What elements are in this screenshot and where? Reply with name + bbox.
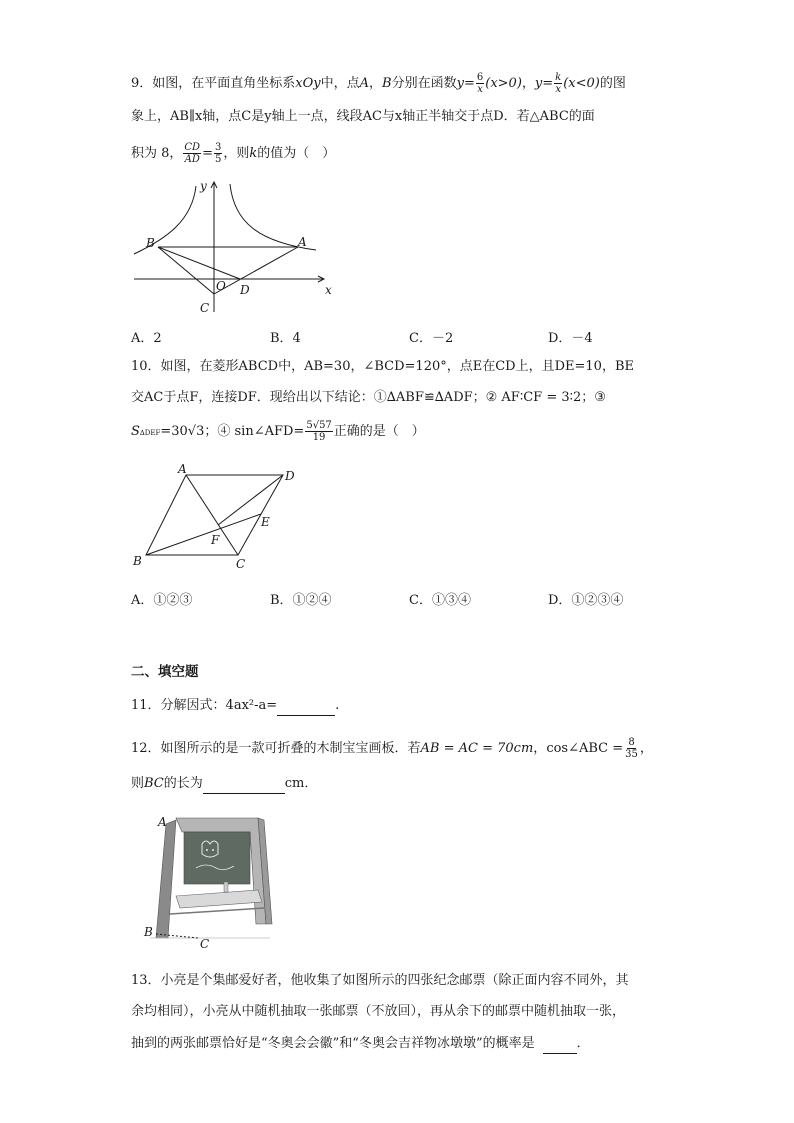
fraction-8-over-35 — [624, 737, 639, 760]
q9-option-d[interactable]: D．－4 — [548, 331, 593, 346]
q9-text: 中，点 — [320, 76, 360, 91]
q9-text: 9．如图，在平面直角坐标系 — [131, 76, 296, 91]
q9-text: ， — [521, 76, 535, 91]
q10-option-c[interactable]: C．①③④ — [409, 593, 471, 608]
denominator: x — [477, 84, 483, 95]
label-y: y — [200, 179, 207, 193]
q12-text: AB = AC = 70cm — [420, 741, 534, 756]
q12-text: cm． — [284, 776, 318, 791]
q10-figure — [128, 460, 308, 575]
q10-subscript: ∆DEF — [139, 429, 161, 437]
segment-bc — [158, 247, 214, 294]
fraction-cd-over-ad — [183, 142, 201, 165]
hyperbola-left — [134, 186, 196, 254]
q9-text: (x<0) — [563, 76, 600, 91]
q11-text: . — [335, 698, 340, 713]
q9-text: B — [382, 76, 392, 91]
label-a: A — [298, 235, 307, 249]
label-f: F — [211, 533, 220, 547]
label-d: D — [285, 469, 295, 483]
q10-text: ；④ sin∠AFD= — [204, 424, 305, 439]
q9-option-a[interactable]: A．2 — [131, 331, 162, 346]
board-doodle-eye — [212, 849, 214, 851]
q12-text: 则 — [131, 776, 145, 791]
label-b: B — [133, 554, 142, 568]
fraction-k-over-x — [554, 72, 562, 95]
denominator: x — [555, 84, 561, 95]
q9-text: xOy — [295, 76, 321, 91]
segment-bd — [158, 247, 240, 279]
q13-line-3 — [131, 1035, 590, 1054]
q12-text: ， — [533, 741, 547, 756]
q13-line-2: 余均相同），小亮从中随机抽取一张邮票（不放回），再从余下的邮票中随机抽取一张， — [131, 1004, 626, 1019]
q10-text: =30√3 — [160, 424, 205, 439]
denominator: 5 — [214, 154, 222, 165]
q11-answer-blank[interactable] — [277, 697, 335, 716]
q9-line-1 — [131, 72, 626, 95]
q13-text: ． — [576, 1036, 590, 1051]
segment-ac — [214, 247, 298, 294]
q9-option-b[interactable]: B．4 — [270, 331, 301, 346]
q9-text: = — [202, 146, 213, 161]
label-x: x — [325, 283, 332, 297]
numerator: 8 — [628, 737, 635, 748]
q12-line-2 — [131, 775, 317, 794]
q12-text: cos∠ABC = — [546, 741, 624, 756]
q10-text: 正确的是（ ） — [333, 424, 425, 439]
q9-text: 积为 8， — [131, 146, 183, 161]
q9-text: 的值为（ ） — [257, 146, 336, 161]
label-c: C — [200, 301, 210, 315]
q9-text: y= — [456, 76, 475, 91]
label-a: A — [158, 815, 167, 829]
easel-tray — [176, 890, 262, 908]
denominator: AD — [184, 154, 200, 165]
label-c: C — [200, 937, 210, 950]
label-c: C — [236, 557, 246, 571]
fraction-3-over-5 — [214, 142, 222, 165]
numerator: k — [555, 72, 562, 83]
q9-text: (x>0) — [485, 76, 522, 91]
label-e: E — [261, 515, 270, 529]
easel-peg — [224, 882, 228, 892]
q10-line-1: 10．如图，在菱形ABCD中，AB=30，∠BCD=120°，点E在CD上，且DE=10，BE — [131, 359, 634, 374]
q9-line-3 — [131, 142, 335, 165]
q11-text: 11．分解因式：4ax²-a= — [131, 698, 278, 713]
q12-text: ， — [639, 741, 653, 756]
q9-text: A — [359, 76, 370, 91]
denominator: 19 — [312, 432, 326, 443]
q10-option-a[interactable]: A．①②③ — [131, 593, 193, 608]
q10-option-d[interactable]: D．①②③④ — [548, 593, 624, 608]
q9-option-c[interactable]: C．－2 — [409, 331, 454, 346]
q10-line-3 — [131, 420, 425, 443]
q12-figure-easel — [140, 810, 275, 950]
label-b: B — [146, 236, 155, 250]
numerator: CD — [184, 142, 201, 153]
q9-figure — [128, 172, 348, 322]
label-a: A — [178, 462, 187, 476]
q13-line-1: 13．小亮是个集邮爱好者，他收集了如图所示的四张纪念邮票（除正面内容不同外，其 — [131, 973, 629, 988]
q11-line — [131, 697, 339, 716]
q9-text: ，则 — [223, 146, 250, 161]
fraction-6-over-x — [476, 72, 484, 95]
q13-text: 抽到的两张邮票恰好是“冬奥会会徽”和“冬奥会吉祥物冰墩墩”的概率是 — [131, 1036, 535, 1051]
board-doodle-eye — [206, 849, 208, 851]
q12-text: BC — [144, 776, 164, 791]
q9-line-2: 象上，AB∥x轴，点C是y轴上一点，线段AC与x轴正半轴交于点D．若△ABC的面 — [131, 109, 595, 124]
q13-answer-blank[interactable] — [543, 1035, 577, 1054]
label-b: B — [144, 925, 153, 939]
fraction-5sqrt57-over-19 — [305, 420, 332, 443]
q9-text: ， — [369, 76, 383, 91]
easel-board — [184, 832, 250, 884]
section-heading: 二、填空题 — [131, 664, 199, 680]
label-o: O — [216, 279, 226, 293]
numerator: 6 — [476, 72, 484, 83]
q9-text: 分别在函数 — [391, 76, 457, 91]
q12-answer-blank[interactable] — [203, 775, 285, 794]
q9-text: y= — [534, 76, 554, 91]
q9-text: k — [249, 146, 258, 161]
q9-text: 的图 — [599, 76, 626, 91]
numerator: 3 — [214, 142, 222, 153]
q10-line-2: 交AC于点F，连接DF．现给出以下结论：①∆ABF≌∆ADF；② AF∶CF = 3∶2；③ — [131, 390, 606, 405]
q12-text: 的长为 — [163, 776, 203, 791]
q12-text: 12．如图所示的是一款可折叠的木制宝宝画板．若 — [131, 741, 421, 756]
denominator: 35 — [625, 749, 638, 760]
easel-left-leg — [156, 820, 176, 938]
label-d: D — [240, 283, 250, 297]
q10-option-b[interactable]: B．①②④ — [270, 593, 332, 608]
q10-text: S — [131, 424, 140, 439]
numerator: 5√57 — [306, 420, 332, 431]
easel-crossbar — [170, 908, 264, 914]
q12-line-1 — [131, 737, 653, 760]
